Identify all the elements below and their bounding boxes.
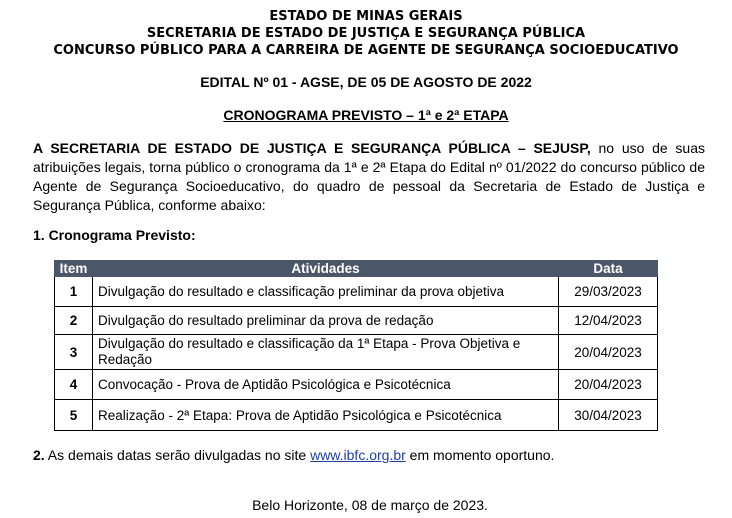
row-date: 20/04/2023	[559, 370, 658, 400]
header-contest: CONCURSO PÚBLICO PARA A CARREIRA DE AGENTE DE SEGURANÇA SOCIOEDUCATIVO	[53, 43, 679, 58]
section2-before: As demais datas serão divulgadas no site	[44, 447, 311, 463]
table-row	[55, 370, 658, 400]
table-row	[55, 400, 658, 431]
header-date: Data	[559, 261, 658, 277]
row-activity: Realização - 2ª Etapa: Prova de Aptidão Psicológica e Psicotécnica	[93, 400, 559, 431]
row-activity: Divulgação do resultado e classificação da 1ª Etapa - Prova Objetiva e Redação	[93, 335, 559, 370]
header-state: ESTADO DE MINAS GERAIS	[269, 9, 463, 24]
row-activity: Convocação - Prova de Aptidão Psicológica e Psicotécnica	[93, 370, 559, 400]
header-item: Item	[55, 261, 93, 277]
section2-paragraph	[33, 447, 554, 463]
row-date: 12/04/2023	[559, 307, 658, 335]
intro-paragraph	[33, 139, 705, 215]
section2-number: 2.	[33, 447, 45, 463]
edital-title: EDITAL Nº 01 - AGSE, DE 05 DE AGOSTO DE 2022	[200, 74, 532, 90]
row-item: 5	[55, 400, 93, 431]
row-item: 1	[55, 277, 93, 307]
row-date: 20/04/2023	[559, 335, 658, 370]
table-row	[55, 307, 658, 335]
section1-title: 1. Cronograma Previsto:	[33, 227, 196, 243]
row-activity: Divulgação do resultado e classificação preliminar da prova objetiva	[93, 277, 559, 307]
table-header-row	[55, 261, 658, 277]
row-activity: Divulgação do resultado preliminar da prova de redação	[93, 307, 559, 335]
row-date: 29/03/2023	[559, 277, 658, 307]
ibfc-site-link[interactable]: www.ibfc.org.br	[310, 447, 406, 463]
header-activities: Atividades	[93, 261, 559, 277]
row-item: 4	[55, 370, 93, 400]
closing-place-date: Belo Horizonte, 08 de março de 2023.	[252, 497, 488, 513]
intro-text: no uso de suas atribuições legais, torna público o cronograma da 1ª e 2ª Etapa do Edital nº 01/2022 do concurso público de Agente de Segurança Socioeducativo, do quadro de pessoal da Secretaria de Estado de Justiça e Segurança Pública, conforme abaixo:	[33, 140, 705, 213]
intro-bold: A SECRETARIA DE ESTADO DE JUSTIÇA E SEGURANÇA PÚBLICA – SEJUSP,	[33, 140, 591, 156]
table-row	[55, 335, 658, 370]
section2-after: em momento oportuno.	[405, 447, 555, 463]
row-item: 3	[55, 335, 93, 370]
schedule-table	[54, 260, 658, 431]
cronograma-title: CRONOGRAMA PREVISTO – 1ª e 2ª ETAPA	[223, 107, 509, 123]
row-date: 30/04/2023	[559, 400, 658, 431]
table-row	[55, 277, 658, 307]
header-secretariat: SECRETARIA DE ESTADO DE JUSTIÇA E SEGURANÇA PÚBLICA	[146, 26, 586, 41]
row-item: 2	[55, 307, 93, 335]
